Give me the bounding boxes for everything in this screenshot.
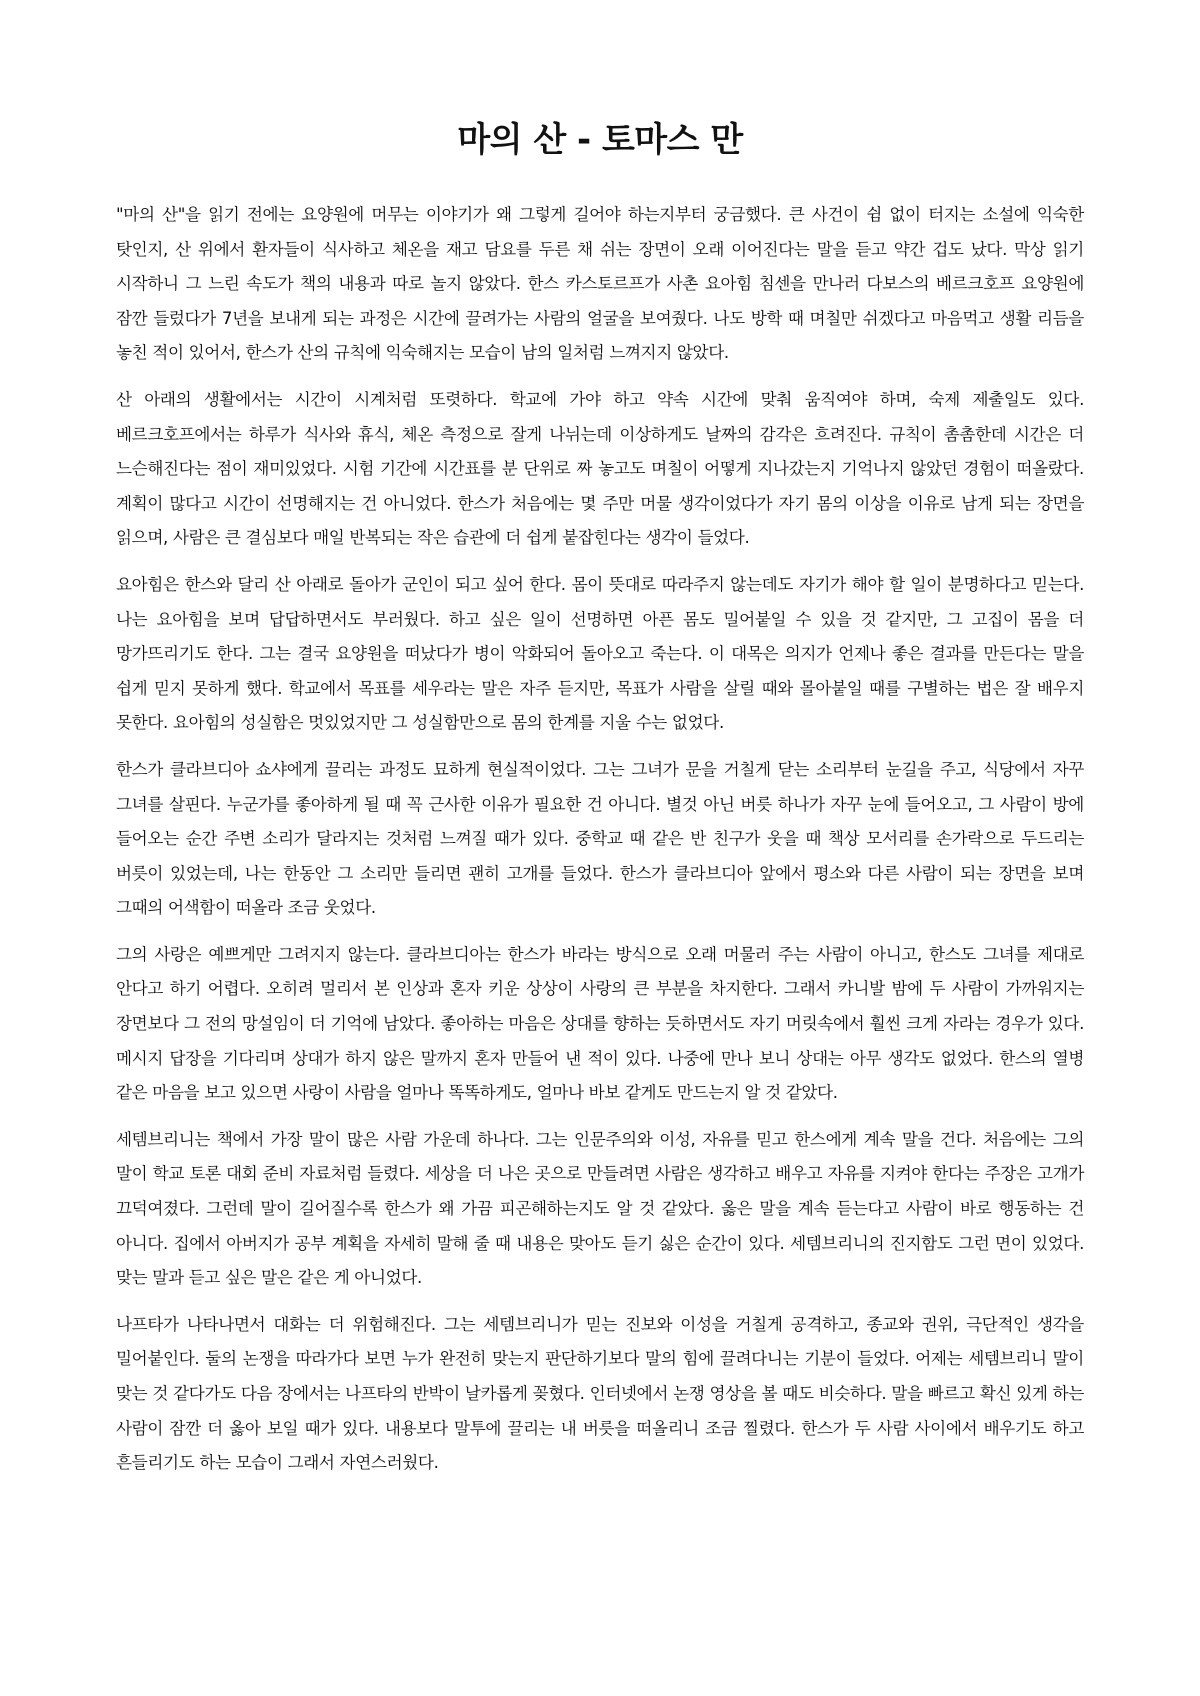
paragraph: 나프타가 나타나면서 대화는 더 위험해진다. 그는 세템브리니가 믿는 진보와 이성을 거칠게 공격하고, 종교와 권위, 극단적인 생각을 밀어붙인다. 둘의 논쟁을 따라가다 보면 누가 완전히 맞는지 판단하기보다 말의 힘에 끌려다니는 기분이 들었다. 어제는 세템브리니 말이 맞는 것 같다가도 다음 장에서는 나프타의 반박이 날카롭게 꽂혔다. 인터넷에서 논쟁 영상을 볼 때도 비슷하다. 말을 빠르고 확신 있게 하는 사람이 잠깐 더 옳아 보일 때가 있다. 내용보다 말투에 끌리는 내 버릇을 떠올리니 조금 찔렸다. 한스가 두 사람 사이에서 배우기도 하고 흔들리기도 하는 모습이 그래서 자연스러웠다. <box>116 1314 1084 1473</box>
paragraph: 요아힘은 한스와 달리 산 아래로 돌아가 군인이 되고 싶어 한다. 몸이 뜻대로 따라주지 않는데도 자기가 해야 할 일이 분명하다고 믿는다. 나는 요아힘을 보며 답답하면서도 부러웠다. 하고 싶은 일이 선명하면 아픈 몸도 밀어붙일 수 있을 것 같지만, 그 고집이 몸을 더 망가뜨리기도 한다. 그는 결국 요양원을 떠났다가 병이 악화되어 돌아오고 죽는다. 이 대목은 의지가 언제나 좋은 결과를 만든다는 말을 쉽게 믿지 못하게 했다. 학교에서 목표를 세우라는 말은 자주 듣지만, 목표가 사람을 살릴 때와 몰아붙일 때를 구별하는 법은 잘 배우지 못한다. 요아힘의 성실함은 멋있었지만 그 성실함만으로 몸의 한계를 지울 수는 없었다. <box>116 574 1084 733</box>
paragraph: "마의 산"을 읽기 전에는 요양원에 머무는 이야기가 왜 그렇게 길어야 하는지부터 궁금했다. 큰 사건이 쉼 없이 터지는 소설에 익숙한 탓인지, 산 위에서 환자들이 식사하고 체온을 재고 담요를 두른 채 쉬는 장면이 오래 이어진다는 말을 듣고 약간 겁도 났다. 막상 읽기 시작하니 그 느린 속도가 책의 내용과 따로 놀지 않았다. 한스 카스토르프가 사촌 요아힘 침센을 만나러 다보스의 베르크호프 요양원에 잠깐 들렀다가 7년을 보내게 되는 과정은 시간에 끌려가는 사람의 얼굴을 보여줬다. 나도 방학 때 며칠만 쉬겠다고 마음먹고 생활 리듬을 놓친 적이 있어서, 한스가 산의 규칙에 익숙해지는 모습이 남의 일처럼 느껴지지 않았다. <box>116 205 1084 363</box>
paragraph: 한스가 클라브디아 쇼샤에게 끌리는 과정도 묘하게 현실적이었다. 그는 그녀가 문을 거칠게 닫는 소리부터 눈길을 주고, 식당에서 자꾸 그녀를 살핀다. 누군가를 좋아하게 될 때 꼭 근사한 이유가 필요한 건 아니다. 별것 아닌 버릇 하나가 자꾸 눈에 들어오고, 그 사람이 방에 들어오는 순간 주변 소리가 달라지는 것처럼 느껴질 때가 있다. 중학교 때 같은 반 친구가 웃을 때 책상 모서리를 손가락으로 두드리는 버릇이 있었는데, 나는 한동안 그 소리만 들리면 괜히 고개를 들었다. 한스가 클라브디아 앞에서 평소와 다른 사람이 되는 장면을 보며 그때의 어색함이 떠올라 조금 웃었다. <box>116 759 1084 918</box>
document-title: 마의 산 - 토마스 만 <box>457 120 743 160</box>
paragraph: 산 아래의 생활에서는 시간이 시계처럼 또렷하다. 학교에 가야 하고 약속 시간에 맞춰 움직여야 하며, 숙제 제출일도 있다. 베르크호프에서는 하루가 식사와 휴식, 체온 측정으로 잘게 나뉘는데 이상하게도 날짜의 감각은 흐려진다. 규칙이 촘촘한데 시간은 더 느슨해진다는 점이 재미있었다. 시험 기간에 시간표를 분 단위로 짜 놓고도 며칠이 어떻게 지나갔는지 기억나지 않았던 경험이 떠올랐다. 계획이 많다고 시간이 선명해지는 건 아니었다. 한스가 처음에는 몇 주만 머물 생각이었다가 자기 몸의 이상을 이유로 남게 되는 장면을 읽으며, 사람은 큰 결심보다 매일 반복되는 작은 습관에 더 쉽게 붙잡힌다는 생각이 들었다. <box>116 389 1084 548</box>
document-page <box>116 118 1084 1493</box>
paragraph: 세템브리니는 책에서 가장 말이 많은 사람 가운데 하나다. 그는 인문주의와 이성, 자유를 믿고 한스에게 계속 말을 건다. 처음에는 그의 말이 학교 토론 대회 준비 자료처럼 들렸다. 세상을 더 나은 곳으로 만들려면 사람은 생각하고 배우고 자유를 지켜야 한다는 주장은 고개가 끄덕여졌다. 그런데 말이 길어질수록 한스가 왜 가끔 피곤해하는지도 알 것 같았다. 옳은 말을 계속 듣는다고 사람이 바로 행동하는 건 아니다. 집에서 아버지가 공부 계획을 자세히 말해 줄 때 내용은 맞아도 듣기 싫은 순간이 있다. 세템브리니의 진지함도 그런 면이 있었다. 맞는 말과 듣고 싶은 말은 같은 게 아니었다. <box>116 1129 1084 1288</box>
paragraph: 그의 사랑은 예쁘게만 그려지지 않는다. 클라브디아는 한스가 바라는 방식으로 오래 머물러 주는 사람이 아니고, 한스도 그녀를 제대로 안다고 하기 어렵다. 오히려 멀리서 본 인상과 혼자 키운 상상이 사랑의 큰 부분을 차지한다. 그래서 카니발 밤에 두 사람이 가까워지는 장면보다 그 전의 망설임이 더 기억에 남았다. 좋아하는 마음은 상대를 향하는 듯하면서도 자기 머릿속에서 훨씬 크게 자라는 경우가 있다. 메시지 답장을 기다리며 상대가 하지 않은 말까지 혼자 만들어 낸 적이 있다. 나중에 만나 보니 상대는 아무 생각도 없었다. 한스의 열병 같은 마음을 보고 있으면 사랑이 사람을 얼마나 똑똑하게도, 얼마나 바보 같게도 만드는지 알 것 같았다. <box>116 944 1084 1103</box>
